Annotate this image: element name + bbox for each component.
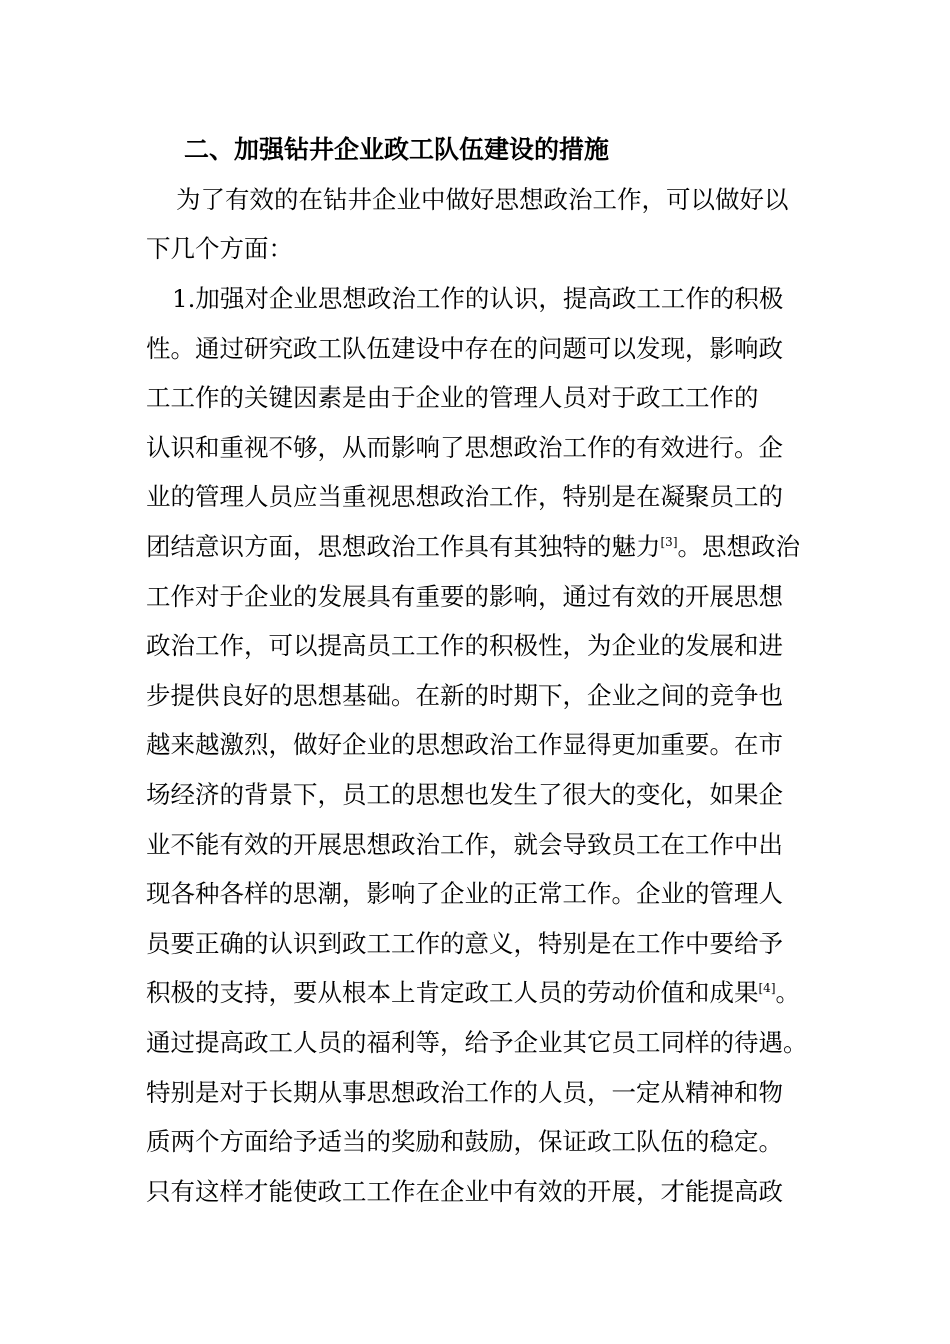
line-text: 场经济的背景下，员工的思想也发生了很大的变化，如果企 bbox=[146, 780, 783, 809]
paragraph-line bbox=[146, 777, 783, 813]
line-text: 团结意识方面，思想政治工作具有其独特的魅力 bbox=[146, 532, 661, 561]
paragraph-line bbox=[146, 678, 783, 714]
paragraph-line bbox=[146, 876, 783, 912]
paragraph-line bbox=[146, 1075, 783, 1111]
line-text: 只有这样才能使政工工作在企业中有效的开展，才能提高政 bbox=[146, 1177, 783, 1206]
paragraph-line bbox=[146, 628, 783, 664]
line-text: 质两个方面给予适当的奖励和鼓励，保证政工队伍的稳定。 bbox=[146, 1127, 783, 1156]
line-text: 下几个方面： bbox=[146, 234, 293, 263]
line-text: 工作对于企业的发展具有重要的影响，通过有效的开展思想 bbox=[146, 582, 783, 611]
line-text: 业的管理人员应当重视思想政治工作，特别是在凝聚员工的 bbox=[146, 482, 783, 511]
paragraph-line bbox=[146, 827, 783, 863]
line-text: 为了有效的在钻井企业中做好思想政治工作，可以做好以 bbox=[176, 185, 789, 214]
paragraph-line bbox=[146, 479, 783, 515]
section-heading: 二、加强钻井企业政工队伍建设的措施 bbox=[184, 135, 610, 164]
paragraph-line bbox=[146, 1124, 783, 1160]
line-text: 积极的支持，要从根本上肯定政工人员的劳动价值和成果 bbox=[146, 978, 759, 1007]
line-text: 性。通过研究政工队伍建设中存在的问题可以发现，影响政 bbox=[146, 334, 783, 363]
line-text: 业不能有效的开展思想政治工作，就会导致员工在工作中出 bbox=[146, 830, 783, 859]
line-text: 员要正确的认识到政工工作的意义，特别是在工作中要给予 bbox=[146, 929, 783, 958]
line-text: 工工作的关键因素是由于企业的管理人员对于政工工作的 bbox=[146, 383, 759, 412]
paragraph-line bbox=[146, 529, 800, 565]
paragraph-line bbox=[146, 231, 293, 267]
paragraph-line bbox=[146, 331, 783, 367]
citation-superscript: [3] bbox=[660, 535, 678, 549]
line-text: 现各种各样的思潮，影响了企业的正常工作。企业的管理人 bbox=[146, 879, 783, 908]
paragraph-line bbox=[146, 430, 783, 466]
line-text: 步提供良好的思想基础。在新的时期下，企业之间的竞争也 bbox=[146, 681, 783, 710]
paragraph-line bbox=[146, 926, 783, 962]
paragraph-line bbox=[172, 281, 783, 317]
line-text: 通过提高政工人员的福利等，给予企业其它员工同样的待遇。 bbox=[146, 1028, 808, 1057]
line-text: 。思想政治 bbox=[677, 532, 800, 561]
paragraph-line bbox=[146, 727, 783, 763]
paragraph-line bbox=[176, 182, 789, 218]
paragraph-line bbox=[146, 975, 800, 1011]
paragraph-line bbox=[146, 1174, 783, 1210]
paragraph-line bbox=[146, 380, 759, 416]
paragraph-line bbox=[146, 1025, 808, 1061]
line-text: 越来越激烈，做好企业的思想政治工作显得更加重要。在市 bbox=[146, 730, 783, 759]
citation-superscript: [4] bbox=[758, 981, 776, 995]
line-text: 1.加强对企业思想政治工作的认识，提高政工工作的积极 bbox=[172, 284, 784, 313]
line-text: 特别是对于长期从事思想政治工作的人员，一定从精神和物 bbox=[146, 1078, 783, 1107]
line-text: 政治工作，可以提高员工工作的积极性，为企业的发展和进 bbox=[146, 631, 783, 660]
paragraph-line bbox=[146, 579, 783, 615]
line-text: 认识和重视不够，从而影响了思想政治工作的有效进行。企 bbox=[146, 433, 783, 462]
line-text: 。 bbox=[775, 978, 800, 1007]
